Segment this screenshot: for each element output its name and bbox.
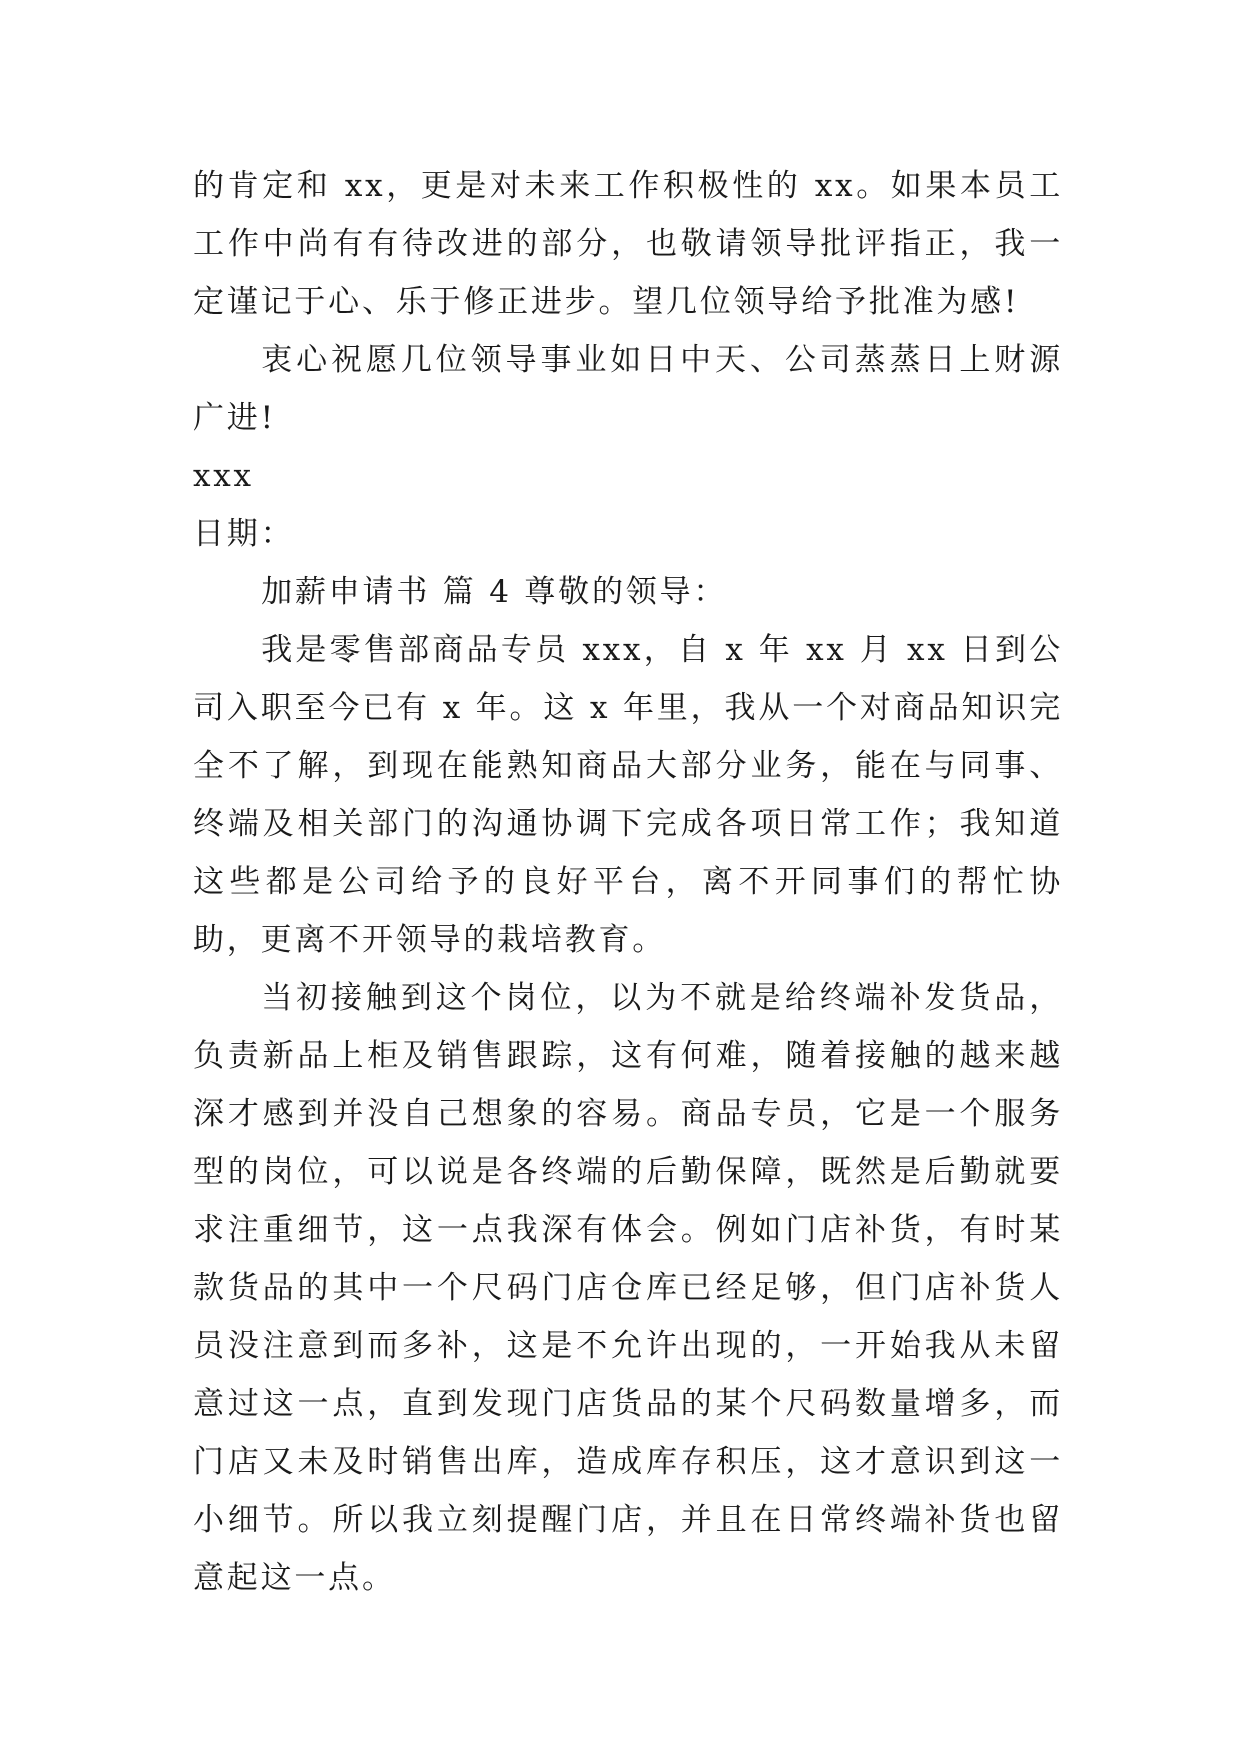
paragraph-wishes: 衷心祝愿几位领导事业如日中天、公司蒸蒸日上财源广进! <box>193 342 1063 436</box>
paragraph-continuation: 的肯定和 xx，更是对未来工作积极性的 xx。如果本员工工作中尚有有待改进的部分，也敬请领导批评指正，我一定谨记于心、乐于修正进步。望几位领导给予批准为感! <box>193 168 1063 320</box>
signature-date: 日期： <box>193 516 295 552</box>
signature-name: xxx <box>193 458 254 494</box>
paragraph-experience: 当初接触到这个岗位，以为不就是给终端补发货品，负责新品上柜及销售跟踪，这有何难，随着接触的越来越深才感到并没自己想象的容易。商品专员，它是一个服务型的岗位，可以说是各终端的后勤保障，既然是后勤就要求注重细节，这一点我深有体会。例如门店补货，有时某款货品的其中一个尺码门店仓库已经足够，但门店补货人员没注意到而多补，这是不允许出现的，一开始我从未留意过这一点，直到发现门店货品的某个尺码数量增多，而门店又未及时销售出库，造成库存积压，这才意识到这一小细节。所以我立刻提醒门店，并且在日常终端补货也留意起这一点。 <box>193 980 1063 1596</box>
paragraph-introduction: 我是零售部商品专员 xxx，自 x 年 xx 月 xx 日到公司入职至今已有 x 年。这 x 年里，我从一个对商品知识完全不了解，到现在能熟知商品大部分业务，能在与同事、终端及相关部门的沟通协调下完成各项日常工作；我知道这些都是公司给予的良好平台，离不开同事们的帮忙协助，更离不开领导的栽培教育。 <box>193 632 1063 958</box>
letter-heading: 加薪申请书 篇 4 尊敬的领导： <box>261 574 728 610</box>
document-body <box>193 157 1063 1607</box>
